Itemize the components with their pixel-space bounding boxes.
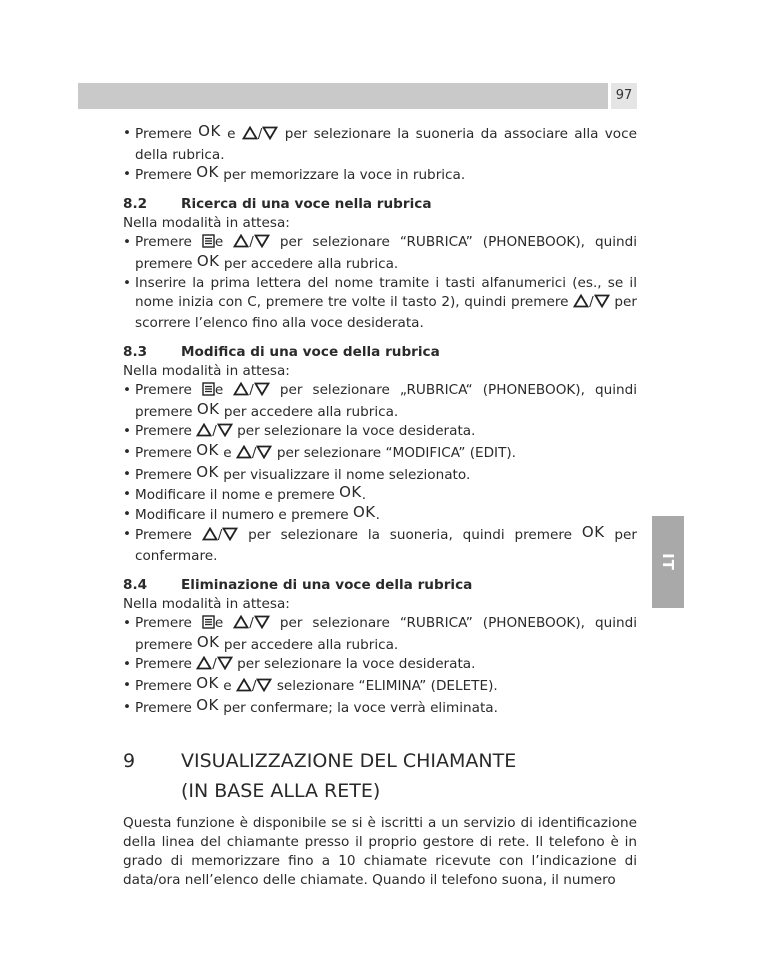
up-arrow-key-icon	[242, 126, 258, 146]
list-item: • Premere e / per selezionare “RUBRICA” (PHONEBOOK), quindi premere OK per accedere alla rubrica.	[123, 614, 637, 655]
down-arrow-key-icon	[222, 527, 238, 547]
list-item: • Premere OK per visualizzare il nome selezionato.	[123, 465, 637, 485]
chapter-title-line-1: VISUALIZZAZIONE DEL CHIAMANTE	[181, 750, 517, 772]
up-arrow-key-icon	[196, 656, 212, 676]
list-item: • Premere OK per memorizzare la voce in rubrica.	[123, 165, 637, 185]
list-item: • Premere OK e / per selezionare la suoneria da associare alla voce della rubrica.	[123, 124, 637, 165]
section-lead: Nella modalità in attesa:	[123, 363, 290, 379]
list-item: • Premere / per selezionare la suoneria, quindi premere OK per confermare.	[123, 525, 637, 566]
list-item: • Premere OK per confermare; la voce verrà eliminata.	[123, 698, 637, 718]
down-arrow-key-icon	[217, 656, 233, 676]
list-item: • Premere e / per selezionare “RUBRICA” (PHONEBOOK), quindi premere OK per accedere alla rubrica.	[123, 233, 637, 274]
list-item: • Premere e / per selezionare „RUBRICA“ (PHONEBOOK), quindi premere OK per accedere alla rubrica.	[123, 381, 637, 422]
language-tab-label: IT	[659, 553, 677, 571]
ok-key-icon: OK	[196, 252, 220, 270]
up-arrow-key-icon	[233, 234, 249, 254]
section-lead: Nella modalità in attesa:	[123, 215, 290, 231]
list-item: • Modificare il nome e premere OK.	[123, 485, 637, 505]
chapter-title-line-2: (IN BASE ALLA RETE)	[181, 780, 381, 802]
down-arrow-key-icon	[254, 234, 270, 254]
down-arrow-key-icon	[254, 382, 270, 402]
ok-key-icon: OK	[196, 441, 219, 459]
up-arrow-key-icon	[233, 615, 249, 635]
section-lead: Nella modalità in attesa:	[123, 596, 290, 612]
list-item: • Modificare il numero e premere OK.	[123, 505, 637, 525]
list-item: • Premere / per selezionare la voce desiderata.	[123, 655, 637, 676]
chapter-body: Questa funzione è disponibile se si è iscritti a un servizio di identificazione della linea del chiamante presso il proprio gestore di rete. Il telefono è in grado di memorizzare fino a 10 chiamate ricevute con l’indicazione di data/ora nell’elenco delle chiamate. Quando il telefono suona, il numero	[123, 815, 637, 888]
chapter-heading-9: 9 VISUALIZZAZIONE DEL CHIAMANTE (IN BASE ALLA RETE)	[123, 750, 517, 802]
down-arrow-key-icon	[254, 615, 270, 635]
ok-key-icon: OK	[196, 463, 219, 481]
up-arrow-key-icon	[236, 445, 252, 465]
menu-key-icon	[202, 234, 215, 254]
ok-key-icon: OK	[196, 633, 220, 651]
up-arrow-key-icon	[196, 423, 212, 443]
down-arrow-key-icon	[262, 126, 278, 146]
list-item: • Premere OK e / per selezionare “MODIFICA” (EDIT).	[123, 443, 637, 465]
up-arrow-key-icon	[573, 294, 589, 314]
up-arrow-key-icon	[202, 527, 218, 547]
list-item: • Inserire la prima lettera del nome tramite i tasti alfanumerici (es., se il nome inizia con C, premere tre volte il tasto 2), quindi premere / per scorrere l’elenco fino alla voce desiderata.	[123, 274, 637, 333]
section-heading-8-4: 8.4 Eliminazione di una voce della rubrica	[123, 577, 473, 593]
header-bar	[78, 83, 608, 109]
down-arrow-key-icon	[594, 294, 610, 314]
list-item: • Premere OK e / selezionare “ELIMINA” (DELETE).	[123, 676, 637, 698]
down-arrow-key-icon	[256, 445, 272, 465]
menu-key-icon	[202, 382, 215, 402]
ok-key-icon: OK	[581, 523, 605, 541]
page-number: 97	[611, 83, 637, 109]
ok-key-icon: OK	[353, 503, 376, 521]
ok-key-icon: OK	[198, 122, 221, 140]
ok-key-icon: OK	[196, 696, 219, 714]
ok-key-icon: OK	[196, 400, 220, 418]
language-tab	[652, 516, 684, 608]
section-heading-8-2: 8.2 Ricerca di una voce nella rubrica	[123, 196, 432, 212]
menu-key-icon	[202, 615, 215, 635]
section-heading-8-3: 8.3 Modifica di una voce della rubrica	[123, 344, 440, 360]
ok-key-icon: OK	[196, 674, 219, 692]
page-content	[123, 124, 637, 904]
down-arrow-key-icon	[217, 423, 233, 443]
list-item: • Premere / per selezionare la voce desiderata.	[123, 422, 637, 443]
down-arrow-key-icon	[256, 678, 272, 698]
up-arrow-key-icon	[236, 678, 252, 698]
ok-key-icon: OK	[196, 163, 219, 181]
up-arrow-key-icon	[233, 382, 249, 402]
ok-key-icon: OK	[339, 483, 362, 501]
